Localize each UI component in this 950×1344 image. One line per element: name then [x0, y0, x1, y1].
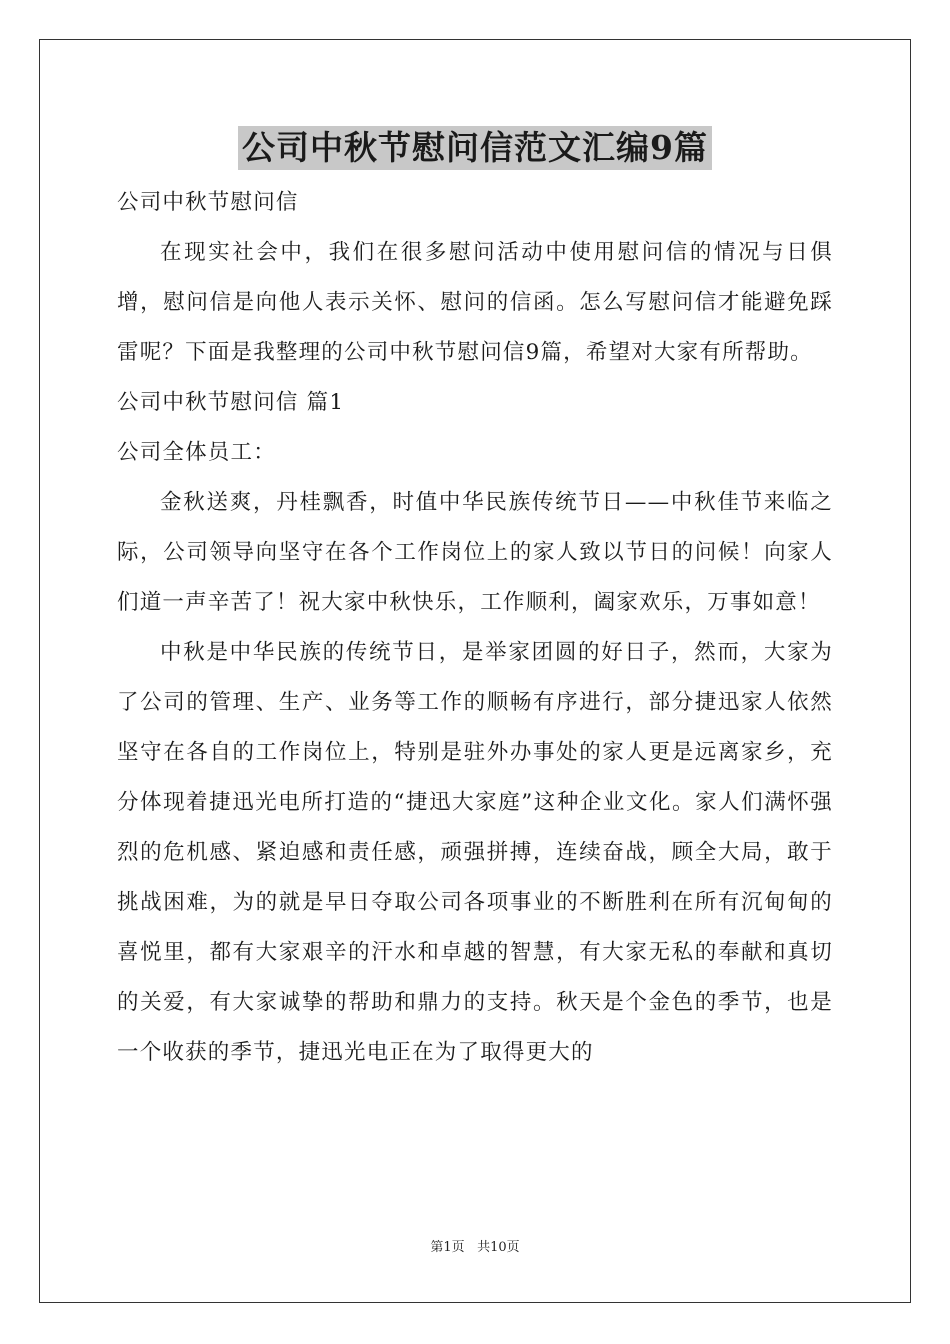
page-total: 共10页 — [477, 1240, 520, 1255]
body-paragraph: 金秋送爽，丹桂飘香，时值中华民族传统节日——中秋佳节来临之际，公司领导向坚守在各个工作岗位上的家人致以节日的问候！向家人们道一声辛苦了！祝大家中秋快乐，工作顺利，阖家欢乐，万事如意！ — [117, 490, 833, 615]
section-heading: 公司中秋节慰问信 篇1 — [117, 390, 345, 415]
intro-paragraph: 在现实社会中，我们在很多慰问活动中使用慰问信的情况与日俱增，慰问信是向他人表示关怀、慰问的信函。怎么写慰问信才能避免踩雷呢？下面是我整理的公司中秋节慰问信9篇，希望对大家有所帮助。 — [117, 240, 833, 365]
salutation: 公司全体员工： — [117, 440, 276, 465]
page-footer — [0, 1238, 950, 1258]
title-container — [0, 126, 950, 170]
page-number: 第1页 — [430, 1240, 465, 1255]
section-heading: 公司中秋节慰问信 — [117, 190, 299, 215]
body-paragraph: 中秋是中华民族的传统节日，是举家团圆的好日子，然而，大家为了公司的管理、生产、业务等工作的顺畅有序进行，部分捷迅家人依然坚守在各自的工作岗位上，特别是驻外办事处的家人更是远离家乡，充分体现着捷迅光电所打造的“捷迅大家庭”这种企业文化。家人们满怀强烈的危机感、紧迫感和责任感，顽强拼搏，连续奋战，顾全大局，敢于挑战困难，为的就是早日夺取公司各项事业的不断胜利在所有沉甸甸的喜悦里，都有大家艰辛的汗水和卓越的智慧，有大家无私的奉献和真切的关爱，有大家诚挚的帮助和鼎力的支持。秋天是个金色的季节，也是一个收获的季节，捷迅光电正在为了取得更大的 — [117, 640, 833, 1065]
document-title: 公司中秋节慰问信范文汇编9篇 — [238, 126, 712, 170]
document-body — [117, 178, 833, 1078]
